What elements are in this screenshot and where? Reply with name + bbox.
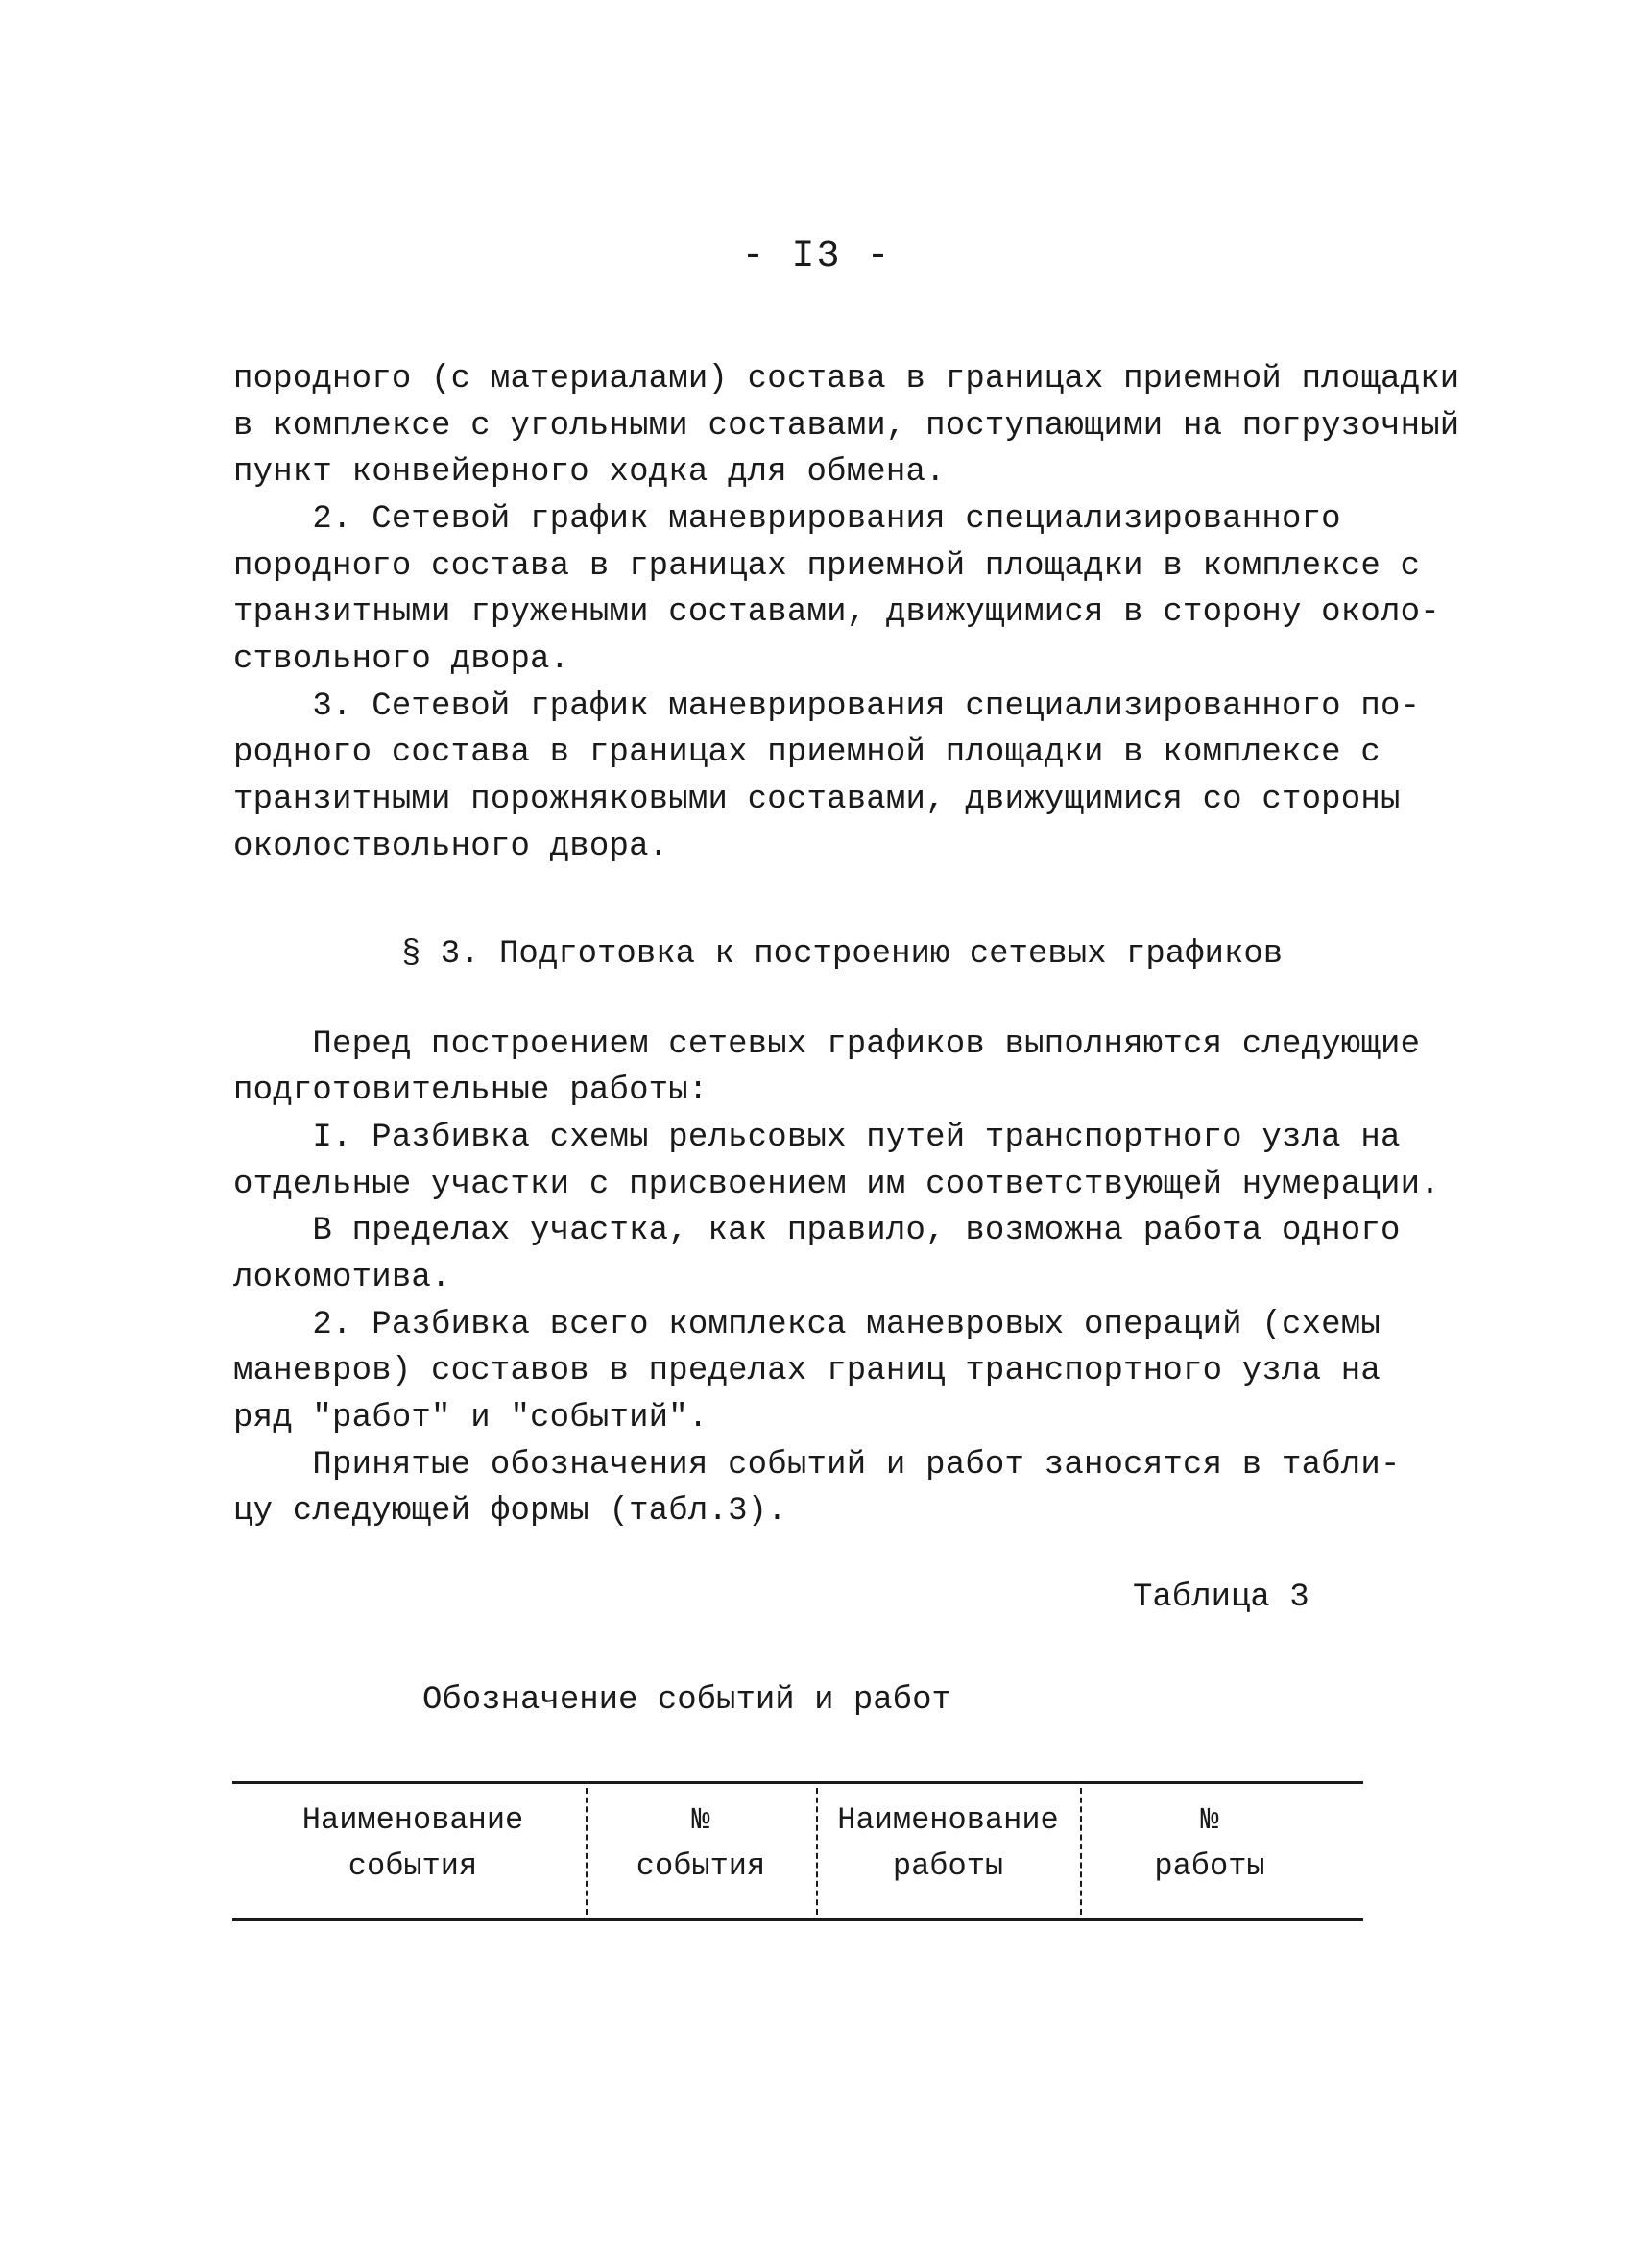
body-line: 2. Разбивка всего комплекса маневровых операций (схемы <box>233 1307 1381 1343</box>
body-line: Перед построением сетевых графиков выполняются следующие <box>233 1026 1421 1063</box>
table-caption: Обозначение событий и работ <box>422 1682 951 1719</box>
column-separator <box>586 1788 588 1915</box>
paragraph-line: породного состава в границах приемной площадки в комплексе с <box>233 548 1421 585</box>
page-number: - I3 - <box>741 235 892 278</box>
body-line: локомотива. <box>233 1260 451 1296</box>
paragraph-line: транзитными гружеными составами, движущимися в сторону около- <box>233 594 1440 631</box>
header-event-number <box>590 1798 811 1890</box>
header-text: работы <box>1154 1848 1265 1884</box>
table-header-bottom-rule <box>232 1918 1363 1921</box>
header-text: события <box>348 1848 478 1884</box>
paragraph-line: транзитными порожняковыми составами, движущимися со стороны <box>233 782 1401 818</box>
header-text: № <box>1200 1802 1219 1838</box>
body-line: ряд "работ" и "событий". <box>233 1400 708 1436</box>
body-line: I. Разбивка схемы рельсовых путей транспортного узла на <box>233 1120 1401 1156</box>
paragraph-line: родного состава в границах приемной площадки в комплексе с <box>233 735 1381 771</box>
paragraph-line: околоствольного двора. <box>233 829 669 865</box>
body-line: маневров) составов в пределах границ транспортного узла на <box>233 1353 1381 1389</box>
header-work-name <box>821 1798 1075 1890</box>
header-text: Наименование <box>301 1802 524 1838</box>
body-line: подготовительные работы: <box>233 1073 708 1109</box>
header-work-number <box>1085 1798 1334 1890</box>
paragraph-line: пункт конвейерного ходка для обмена. <box>233 454 946 491</box>
paragraph-line: породного (с материалами) состава в границах приемной площадки <box>233 361 1460 398</box>
section-heading: § 3. Подготовка к построению сетевых графиков <box>401 936 1284 973</box>
body-line: отдельные участки с присвоением им соответствующей нумерации. <box>233 1167 1440 1203</box>
body-line: В пределах участка, как правило, возможна работа одного <box>233 1213 1401 1249</box>
column-separator <box>1080 1788 1082 1915</box>
column-separator <box>816 1788 818 1915</box>
paragraph-line: 3. Сетевой график маневрирования специализированного по- <box>233 688 1421 725</box>
body-line: Принятые обозначения событий и работ заносятся в табли- <box>233 1447 1401 1484</box>
table-top-rule <box>232 1781 1363 1784</box>
paragraph-line: в комплексе с угольными составами, поступающими на погрузочный <box>233 408 1460 445</box>
header-text: работы <box>892 1848 1004 1884</box>
header-text: Наименование <box>837 1802 1059 1838</box>
paragraph-line: ствольного двора. <box>233 641 570 678</box>
body-line: цу следующей формы (табл.3). <box>233 1493 787 1530</box>
header-text: № <box>691 1802 710 1838</box>
header-text: события <box>636 1848 766 1884</box>
table-label: Таблица 3 <box>1133 1580 1309 1616</box>
paragraph-line: 2. Сетевой график маневрирования специализированного <box>233 501 1341 538</box>
header-event-name <box>250 1798 576 1890</box>
